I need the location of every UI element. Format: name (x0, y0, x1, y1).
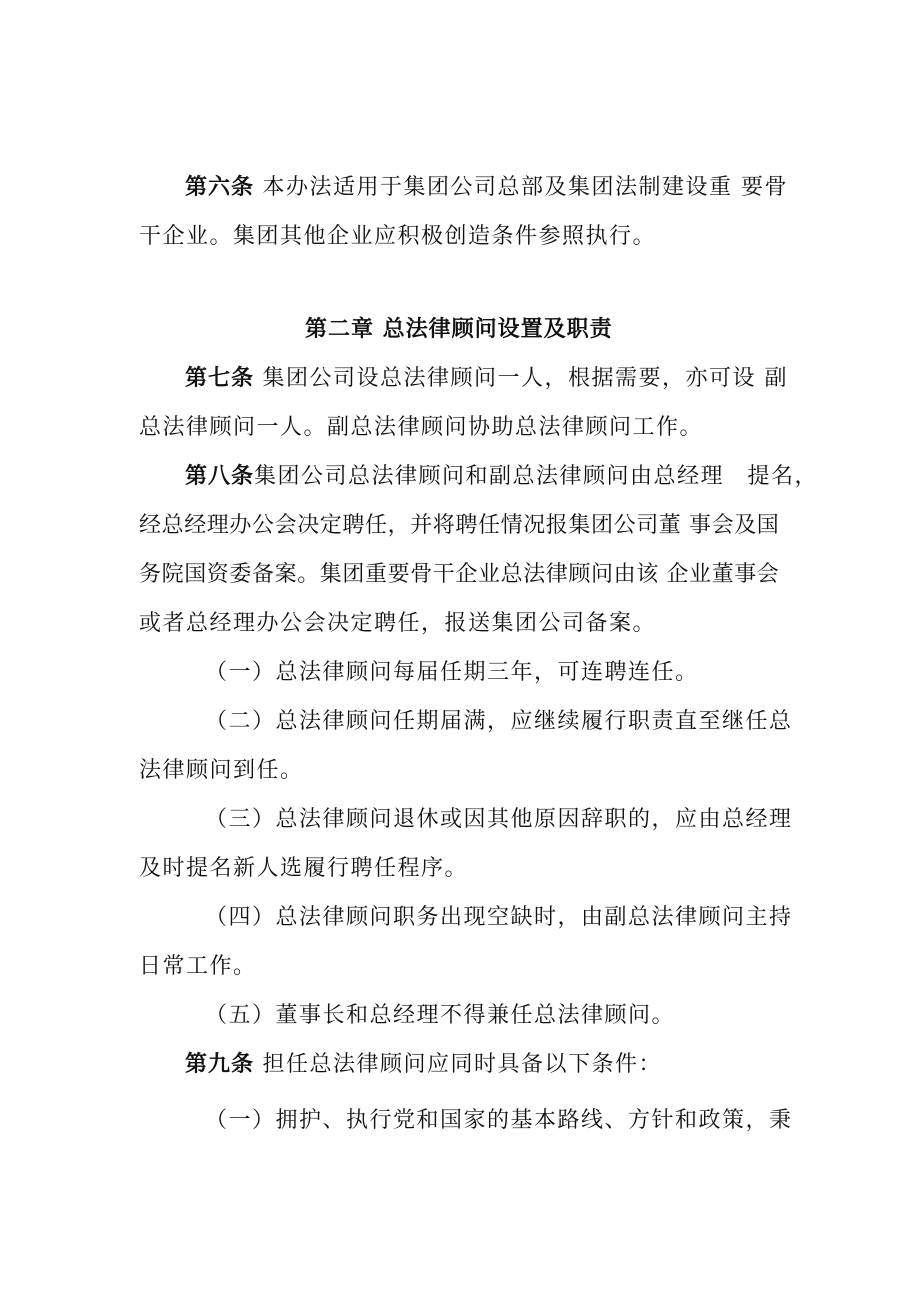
article9-item1-line1: （一）拥护、执行党和国家的基本路线、方针和政策，秉 (205, 1108, 793, 1133)
article7-text1: 集团公司设总法律顾问一人，根据需要，亦可设 副 (262, 366, 789, 391)
article8-line4: 或者总经理办公会决定聘任，报送集团公司备案。 (139, 611, 657, 636)
article8-item3-line2: 及时提名新人选履行聘任程序。 (139, 856, 469, 881)
article7-line2: 总法律顾问一人。副总法律顾问协助总法律顾问工作。 (139, 415, 704, 440)
article7-line1 (185, 364, 788, 394)
article8-item3-line1: （三）总法律顾问退休或因其他原因辞职的，应由总经理 (205, 807, 793, 832)
article8-item5-line1: （五）董事长和总经理不得兼任总法律顾问。 (205, 1003, 676, 1028)
article9-text1: 担任总法律顾问应同时具备以下条件： (262, 1052, 663, 1077)
article8-text1: 集团公司总法律顾问和副总法律顾问由总经理 提名， (254, 464, 819, 489)
article6-text1: 本办法适用于集团公司总部及集团法制建设重 要骨 (262, 175, 789, 200)
article8-line2: 经总经理办公会决定聘任，并将聘任情况报集团公司董 事会及国 (139, 513, 780, 538)
article6-line2: 干企业。集团其他企业应积极创造条件参照执行。 (139, 224, 657, 249)
article9-line1 (185, 1050, 662, 1080)
article7-label: 第七条 (185, 366, 255, 391)
article8-item2-line2: 法律顾问到任。 (139, 758, 304, 783)
chapter-heading: 第二章 总法律顾问设置及职责 (305, 317, 613, 342)
article6-label: 第六条 (185, 175, 255, 200)
article8-item4-line2: 日常工作。 (139, 954, 257, 979)
article8-item2-line1: （二）总法律顾问任期届满，应继续履行职责直至继任总 (205, 709, 793, 734)
article8-item1-line1: （一）总法律顾问每届任期三年，可连聘连任。 (205, 660, 699, 685)
article8-line1 (185, 462, 818, 492)
article8-line3: 务院国资委备案。集团重要骨干企业总法律顾问由该 企业董事会 (139, 562, 780, 587)
article8-item4-line1: （四）总法律顾问职务出现空缺时，由副总法律顾问主持 (205, 905, 793, 930)
article9-label: 第九条 (185, 1052, 255, 1077)
article8-label: 第八条 (185, 464, 255, 489)
article6-line1 (185, 173, 788, 203)
